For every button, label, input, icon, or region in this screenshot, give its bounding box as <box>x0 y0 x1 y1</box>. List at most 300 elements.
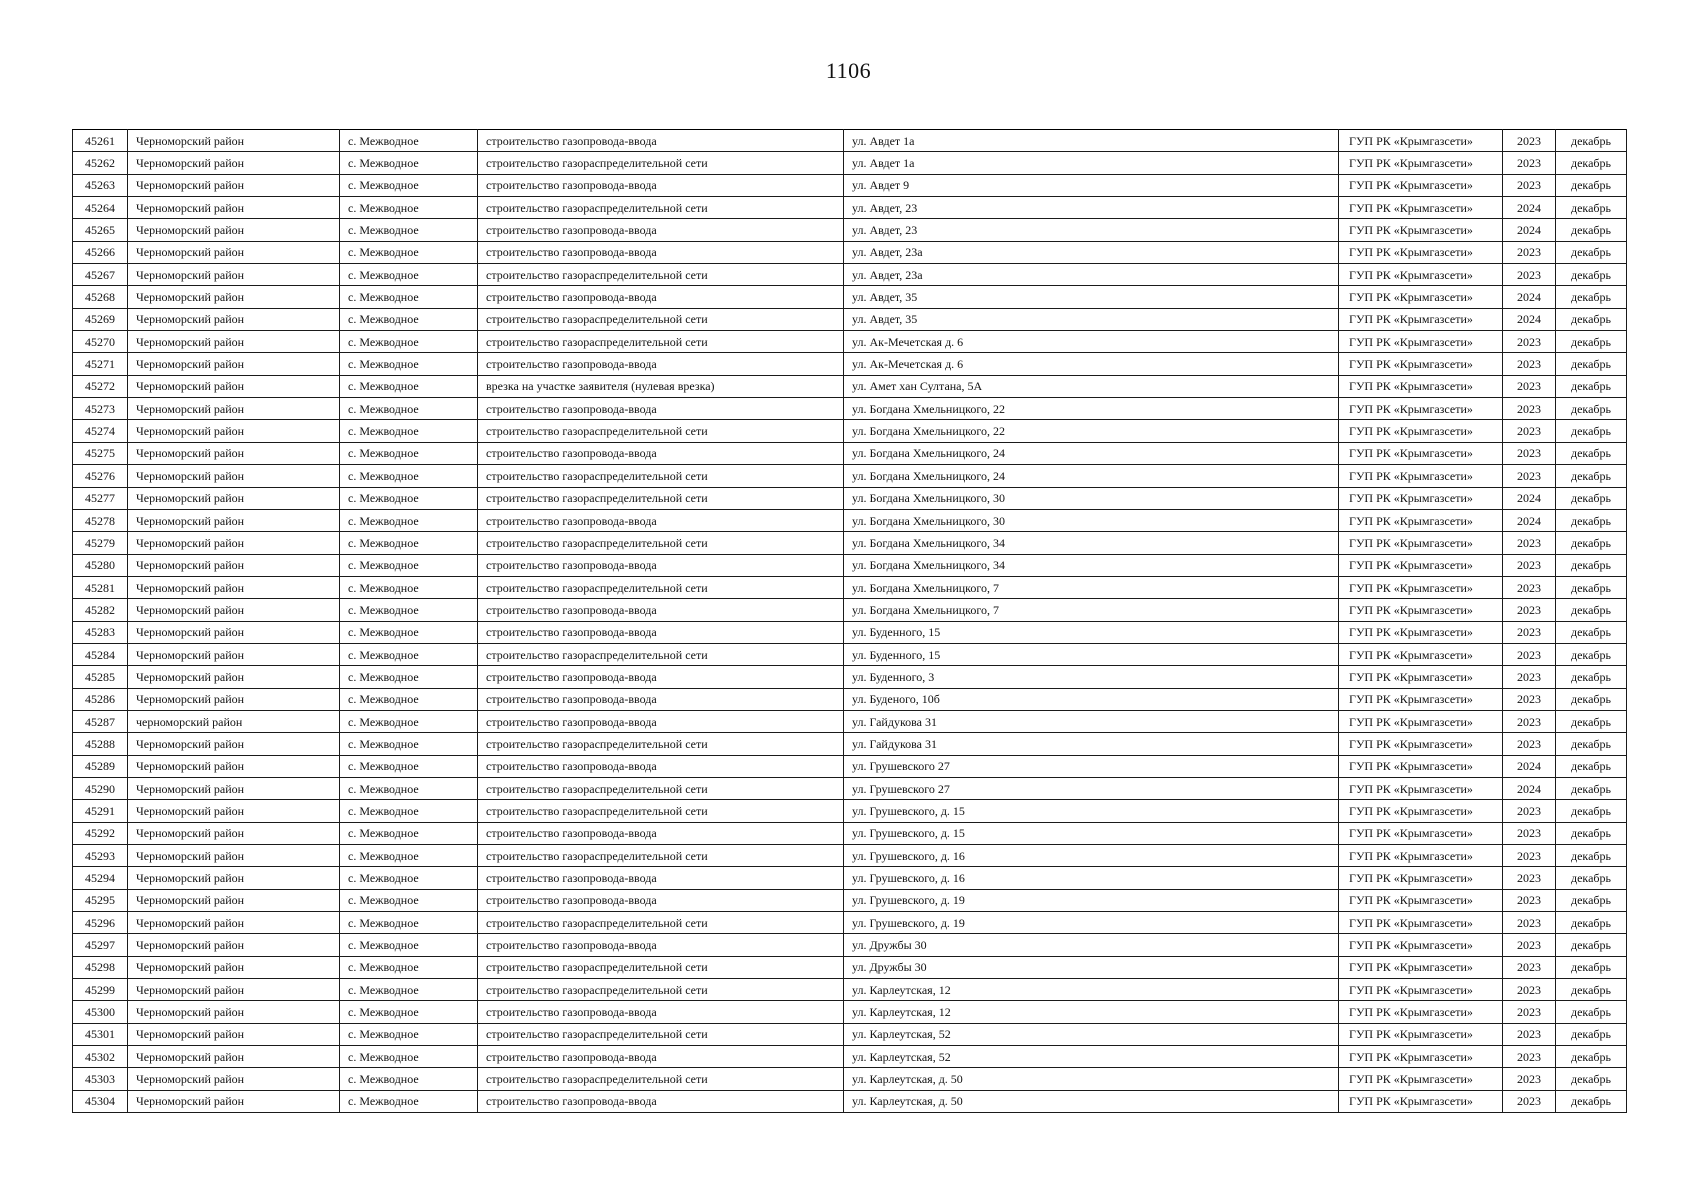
table-row <box>73 420 1627 442</box>
settlement-cell: с. Межводное <box>340 398 478 420</box>
work-type-cell: строительство газораспределительной сети <box>478 576 844 598</box>
table-row <box>73 286 1627 308</box>
address-cell: ул. Буденного, 15 <box>844 643 1339 665</box>
table-row <box>73 576 1627 598</box>
year-cell: 2023 <box>1503 465 1556 487</box>
month-cell: декабрь <box>1556 130 1627 152</box>
address-cell: ул. Ак-Мечетская д. 6 <box>844 331 1339 353</box>
work-type-cell: строительство газопровода-ввода <box>478 688 844 710</box>
row-id-cell: 45272 <box>73 375 128 397</box>
table-body <box>73 130 1627 1113</box>
organization-cell: ГУП РК «Крымгазсети» <box>1339 1090 1503 1112</box>
address-cell: ул. Богдана Хмельницкого, 30 <box>844 487 1339 509</box>
district-cell: Черноморский район <box>128 420 340 442</box>
address-cell: ул. Богдана Хмельницкого, 24 <box>844 442 1339 464</box>
district-cell: Черноморский район <box>128 979 340 1001</box>
organization-cell: ГУП РК «Крымгазсети» <box>1339 286 1503 308</box>
organization-cell: ГУП РК «Крымгазсети» <box>1339 532 1503 554</box>
work-type-cell: строительство газораспределительной сети <box>478 487 844 509</box>
organization-cell: ГУП РК «Крымгазсети» <box>1339 867 1503 889</box>
row-id-cell: 45282 <box>73 599 128 621</box>
district-cell: Черноморский район <box>128 621 340 643</box>
month-cell: декабрь <box>1556 442 1627 464</box>
settlement-cell: с. Межводное <box>340 286 478 308</box>
row-id-cell: 45295 <box>73 889 128 911</box>
work-type-cell: строительство газопровода-ввода <box>478 554 844 576</box>
table-row <box>73 130 1627 152</box>
organization-cell: ГУП РК «Крымгазсети» <box>1339 889 1503 911</box>
year-cell: 2023 <box>1503 912 1556 934</box>
organization-cell: ГУП РК «Крымгазсети» <box>1339 688 1503 710</box>
settlement-cell: с. Межводное <box>340 1090 478 1112</box>
month-cell: декабрь <box>1556 152 1627 174</box>
table-row <box>73 1046 1627 1068</box>
year-cell: 2023 <box>1503 576 1556 598</box>
row-id-cell: 45288 <box>73 733 128 755</box>
table-row <box>73 979 1627 1001</box>
organization-cell: ГУП РК «Крымгазсети» <box>1339 487 1503 509</box>
work-type-cell: строительство газораспределительной сети <box>478 912 844 934</box>
month-cell: декабрь <box>1556 286 1627 308</box>
work-type-cell: строительство газопровода-ввода <box>478 755 844 777</box>
district-cell: Черноморский район <box>128 264 340 286</box>
month-cell: декабрь <box>1556 912 1627 934</box>
year-cell: 2023 <box>1503 1046 1556 1068</box>
work-type-cell: строительство газопровода-ввода <box>478 442 844 464</box>
row-id-cell: 45302 <box>73 1046 128 1068</box>
table-row <box>73 710 1627 732</box>
table-row <box>73 219 1627 241</box>
month-cell: декабрь <box>1556 599 1627 621</box>
district-cell: Черноморский район <box>128 308 340 330</box>
district-cell: Черноморский район <box>128 666 340 688</box>
address-cell: ул. Буденного, 3 <box>844 666 1339 688</box>
table-row <box>73 241 1627 263</box>
district-cell: Черноморский район <box>128 375 340 397</box>
table-row <box>73 264 1627 286</box>
year-cell: 2023 <box>1503 822 1556 844</box>
address-cell: ул. Богдана Хмельницкого, 30 <box>844 509 1339 531</box>
row-id-cell: 45278 <box>73 509 128 531</box>
address-cell: ул. Дружбы 30 <box>844 956 1339 978</box>
year-cell: 2023 <box>1503 800 1556 822</box>
settlement-cell: с. Межводное <box>340 979 478 1001</box>
month-cell: декабрь <box>1556 509 1627 531</box>
organization-cell: ГУП РК «Крымгазсети» <box>1339 599 1503 621</box>
work-type-cell: строительство газораспределительной сети <box>478 979 844 1001</box>
table-row <box>73 465 1627 487</box>
work-type-cell: строительство газораспределительной сети <box>478 1068 844 1090</box>
work-type-cell: строительство газораспределительной сети <box>478 331 844 353</box>
district-cell: Черноморский район <box>128 755 340 777</box>
settlement-cell: с. Межводное <box>340 554 478 576</box>
work-type-cell: строительство газопровода-ввода <box>478 934 844 956</box>
year-cell: 2023 <box>1503 934 1556 956</box>
organization-cell: ГУП РК «Крымгазсети» <box>1339 353 1503 375</box>
year-cell: 2023 <box>1503 331 1556 353</box>
district-cell: Черноморский район <box>128 197 340 219</box>
row-id-cell: 45266 <box>73 241 128 263</box>
settlement-cell: с. Межводное <box>340 1001 478 1023</box>
work-type-cell: строительство газопровода-ввода <box>478 286 844 308</box>
district-cell: Черноморский район <box>128 509 340 531</box>
table-row <box>73 934 1627 956</box>
row-id-cell: 45292 <box>73 822 128 844</box>
work-type-cell: строительство газопровода-ввода <box>478 398 844 420</box>
organization-cell: ГУП РК «Крымгазсети» <box>1339 241 1503 263</box>
address-cell: ул. Грушевского, д. 15 <box>844 822 1339 844</box>
month-cell: декабрь <box>1556 532 1627 554</box>
table-row <box>73 845 1627 867</box>
settlement-cell: с. Межводное <box>340 219 478 241</box>
work-type-cell: строительство газораспределительной сети <box>478 264 844 286</box>
settlement-cell: с. Межводное <box>340 331 478 353</box>
address-cell: ул. Карлеутская, 12 <box>844 1001 1339 1023</box>
work-type-cell: строительство газопровода-ввода <box>478 710 844 732</box>
district-cell: Черноморский район <box>128 398 340 420</box>
month-cell: декабрь <box>1556 1068 1627 1090</box>
organization-cell: ГУП РК «Крымгазсети» <box>1339 979 1503 1001</box>
row-id-cell: 45263 <box>73 174 128 196</box>
row-id-cell: 45265 <box>73 219 128 241</box>
year-cell: 2023 <box>1503 867 1556 889</box>
district-cell: Черноморский район <box>128 912 340 934</box>
row-id-cell: 45294 <box>73 867 128 889</box>
year-cell: 2024 <box>1503 777 1556 799</box>
year-cell: 2023 <box>1503 688 1556 710</box>
settlement-cell: с. Межводное <box>340 1046 478 1068</box>
district-cell: Черноморский район <box>128 241 340 263</box>
work-type-cell: строительство газораспределительной сети <box>478 1023 844 1045</box>
table-row <box>73 353 1627 375</box>
work-type-cell: строительство газораспределительной сети <box>478 845 844 867</box>
table-row <box>73 1068 1627 1090</box>
row-id-cell: 45283 <box>73 621 128 643</box>
row-id-cell: 45271 <box>73 353 128 375</box>
settlement-cell: с. Межводное <box>340 777 478 799</box>
settlement-cell: с. Межводное <box>340 308 478 330</box>
district-cell: Черноморский район <box>128 800 340 822</box>
district-cell: Черноморский район <box>128 643 340 665</box>
year-cell: 2023 <box>1503 979 1556 1001</box>
month-cell: декабрь <box>1556 733 1627 755</box>
district-cell: Черноморский район <box>128 1068 340 1090</box>
settlement-cell: с. Межводное <box>340 867 478 889</box>
year-cell: 2023 <box>1503 152 1556 174</box>
district-cell: Черноморский район <box>128 889 340 911</box>
district-cell: Черноморский район <box>128 956 340 978</box>
month-cell: декабрь <box>1556 1001 1627 1023</box>
district-cell: Черноморский район <box>128 465 340 487</box>
work-type-cell: строительство газопровода-ввода <box>478 867 844 889</box>
organization-cell: ГУП РК «Крымгазсети» <box>1339 666 1503 688</box>
month-cell: декабрь <box>1556 666 1627 688</box>
organization-cell: ГУП РК «Крымгазсети» <box>1339 152 1503 174</box>
row-id-cell: 45261 <box>73 130 128 152</box>
address-cell: ул. Грушевского 27 <box>844 777 1339 799</box>
work-type-cell: строительство газопровода-ввода <box>478 1090 844 1112</box>
month-cell: декабрь <box>1556 688 1627 710</box>
address-cell: ул. Богдана Хмельницкого, 7 <box>844 599 1339 621</box>
address-cell: ул. Дружбы 30 <box>844 934 1339 956</box>
work-type-cell: строительство газораспределительной сети <box>478 152 844 174</box>
year-cell: 2023 <box>1503 264 1556 286</box>
work-type-cell: строительство газопровода-ввода <box>478 889 844 911</box>
month-cell: декабрь <box>1556 398 1627 420</box>
settlement-cell: с. Межводное <box>340 800 478 822</box>
organization-cell: ГУП РК «Крымгазсети» <box>1339 733 1503 755</box>
table-row <box>73 1023 1627 1045</box>
organization-cell: ГУП РК «Крымгазсети» <box>1339 1001 1503 1023</box>
address-cell: ул. Карлеутская, 52 <box>844 1023 1339 1045</box>
table-row <box>73 733 1627 755</box>
work-type-cell: строительство газопровода-ввода <box>478 353 844 375</box>
address-cell: ул. Грушевского, д. 15 <box>844 800 1339 822</box>
organization-cell: ГУП РК «Крымгазсети» <box>1339 956 1503 978</box>
year-cell: 2023 <box>1503 666 1556 688</box>
address-cell: ул. Карлеутская, 12 <box>844 979 1339 1001</box>
table-row <box>73 956 1627 978</box>
month-cell: декабрь <box>1556 174 1627 196</box>
work-type-cell: строительство газопровода-ввода <box>478 621 844 643</box>
settlement-cell: с. Межводное <box>340 197 478 219</box>
organization-cell: ГУП РК «Крымгазсети» <box>1339 800 1503 822</box>
address-cell: ул. Ак-Мечетская д. 6 <box>844 353 1339 375</box>
district-cell: Черноморский район <box>128 845 340 867</box>
month-cell: декабрь <box>1556 241 1627 263</box>
year-cell: 2023 <box>1503 621 1556 643</box>
work-type-cell: строительство газопровода-ввода <box>478 822 844 844</box>
row-id-cell: 45277 <box>73 487 128 509</box>
settlement-cell: с. Межводное <box>340 621 478 643</box>
table-row <box>73 867 1627 889</box>
district-cell: черноморский район <box>128 710 340 732</box>
district-cell: Черноморский район <box>128 1023 340 1045</box>
month-cell: декабрь <box>1556 800 1627 822</box>
row-id-cell: 45262 <box>73 152 128 174</box>
work-type-cell: строительство газораспределительной сети <box>478 733 844 755</box>
settlement-cell: с. Межводное <box>340 688 478 710</box>
row-id-cell: 45285 <box>73 666 128 688</box>
year-cell: 2023 <box>1503 1068 1556 1090</box>
year-cell: 2023 <box>1503 845 1556 867</box>
organization-cell: ГУП РК «Крымгазсети» <box>1339 912 1503 934</box>
row-id-cell: 45297 <box>73 934 128 956</box>
gas-connection-table <box>72 129 1627 1113</box>
settlement-cell: с. Межводное <box>340 912 478 934</box>
district-cell: Черноморский район <box>128 130 340 152</box>
table-row <box>73 889 1627 911</box>
district-cell: Черноморский район <box>128 219 340 241</box>
table-row <box>73 509 1627 531</box>
table-row <box>73 822 1627 844</box>
year-cell: 2023 <box>1503 442 1556 464</box>
address-cell: ул. Авдет, 35 <box>844 286 1339 308</box>
row-id-cell: 45268 <box>73 286 128 308</box>
year-cell: 2023 <box>1503 1023 1556 1045</box>
work-type-cell: врезка на участке заявителя (нулевая врезка) <box>478 375 844 397</box>
work-type-cell: строительство газопровода-ввода <box>478 241 844 263</box>
settlement-cell: с. Межводное <box>340 375 478 397</box>
year-cell: 2023 <box>1503 889 1556 911</box>
row-id-cell: 45280 <box>73 554 128 576</box>
work-type-cell: строительство газораспределительной сети <box>478 800 844 822</box>
month-cell: декабрь <box>1556 1046 1627 1068</box>
settlement-cell: с. Межводное <box>340 643 478 665</box>
district-cell: Черноморский район <box>128 688 340 710</box>
month-cell: декабрь <box>1556 755 1627 777</box>
settlement-cell: с. Межводное <box>340 733 478 755</box>
settlement-cell: с. Межводное <box>340 241 478 263</box>
month-cell: декабрь <box>1556 219 1627 241</box>
year-cell: 2023 <box>1503 1001 1556 1023</box>
table-row <box>73 532 1627 554</box>
table-row <box>73 1090 1627 1112</box>
year-cell: 2023 <box>1503 956 1556 978</box>
year-cell: 2023 <box>1503 1090 1556 1112</box>
row-id-cell: 45279 <box>73 532 128 554</box>
table-row <box>73 308 1627 330</box>
organization-cell: ГУП РК «Крымгазсети» <box>1339 710 1503 732</box>
work-type-cell: строительство газопровода-ввода <box>478 666 844 688</box>
year-cell: 2023 <box>1503 733 1556 755</box>
organization-cell: ГУП РК «Крымгазсети» <box>1339 465 1503 487</box>
district-cell: Черноморский район <box>128 1090 340 1112</box>
address-cell: ул. Авдет, 23 <box>844 219 1339 241</box>
settlement-cell: с. Межводное <box>340 755 478 777</box>
year-cell: 2024 <box>1503 509 1556 531</box>
table-row <box>73 331 1627 353</box>
year-cell: 2024 <box>1503 219 1556 241</box>
organization-cell: ГУП РК «Крымгазсети» <box>1339 777 1503 799</box>
work-type-cell: строительство газопровода-ввода <box>478 509 844 531</box>
month-cell: декабрь <box>1556 576 1627 598</box>
organization-cell: ГУП РК «Крымгазсети» <box>1339 308 1503 330</box>
settlement-cell: с. Межводное <box>340 487 478 509</box>
year-cell: 2023 <box>1503 241 1556 263</box>
row-id-cell: 45264 <box>73 197 128 219</box>
settlement-cell: с. Межводное <box>340 1023 478 1045</box>
organization-cell: ГУП РК «Крымгазсети» <box>1339 130 1503 152</box>
work-type-cell: строительство газораспределительной сети <box>478 956 844 978</box>
row-id-cell: 45296 <box>73 912 128 934</box>
month-cell: декабрь <box>1556 554 1627 576</box>
district-cell: Черноморский район <box>128 174 340 196</box>
year-cell: 2023 <box>1503 375 1556 397</box>
district-cell: Черноморский район <box>128 822 340 844</box>
settlement-cell: с. Межводное <box>340 599 478 621</box>
settlement-cell: с. Межводное <box>340 666 478 688</box>
work-type-cell: строительство газораспределительной сети <box>478 532 844 554</box>
settlement-cell: с. Межводное <box>340 174 478 196</box>
address-cell: ул. Карлеутская, д. 50 <box>844 1090 1339 1112</box>
organization-cell: ГУП РК «Крымгазсети» <box>1339 174 1503 196</box>
organization-cell: ГУП РК «Крымгазсети» <box>1339 621 1503 643</box>
address-cell: ул. Грушевского, д. 19 <box>844 912 1339 934</box>
table-row <box>73 554 1627 576</box>
address-cell: ул. Буденного, 15 <box>844 621 1339 643</box>
table-row <box>73 800 1627 822</box>
district-cell: Черноморский район <box>128 532 340 554</box>
address-cell: ул. Грушевского, д. 19 <box>844 889 1339 911</box>
address-cell: ул. Грушевского, д. 16 <box>844 867 1339 889</box>
row-id-cell: 45281 <box>73 576 128 598</box>
organization-cell: ГУП РК «Крымгазсети» <box>1339 420 1503 442</box>
table-row <box>73 599 1627 621</box>
district-cell: Черноморский район <box>128 777 340 799</box>
month-cell: декабрь <box>1556 822 1627 844</box>
address-cell: ул. Богдана Хмельницкого, 24 <box>844 465 1339 487</box>
table-row <box>73 621 1627 643</box>
year-cell: 2023 <box>1503 398 1556 420</box>
district-cell: Черноморский район <box>128 1001 340 1023</box>
month-cell: декабрь <box>1556 956 1627 978</box>
year-cell: 2023 <box>1503 130 1556 152</box>
address-cell: ул. Грушевского, д. 16 <box>844 845 1339 867</box>
address-cell: ул. Гайдукова 31 <box>844 733 1339 755</box>
district-cell: Черноморский район <box>128 286 340 308</box>
settlement-cell: с. Межводное <box>340 1068 478 1090</box>
table-row <box>73 666 1627 688</box>
row-id-cell: 45299 <box>73 979 128 1001</box>
row-id-cell: 45287 <box>73 710 128 732</box>
organization-cell: ГУП РК «Крымгазсети» <box>1339 197 1503 219</box>
row-id-cell: 45269 <box>73 308 128 330</box>
district-cell: Черноморский район <box>128 152 340 174</box>
work-type-cell: строительство газопровода-ввода <box>478 174 844 196</box>
month-cell: декабрь <box>1556 465 1627 487</box>
district-cell: Черноморский район <box>128 331 340 353</box>
work-type-cell: строительство газопровода-ввода <box>478 599 844 621</box>
month-cell: декабрь <box>1556 979 1627 1001</box>
address-cell: ул. Богдана Хмельницкого, 34 <box>844 532 1339 554</box>
page-number: 1106 <box>825 58 872 83</box>
district-cell: Черноморский район <box>128 934 340 956</box>
table-row <box>73 375 1627 397</box>
month-cell: декабрь <box>1556 621 1627 643</box>
table-row <box>73 442 1627 464</box>
organization-cell: ГУП РК «Крымгазсети» <box>1339 442 1503 464</box>
month-cell: декабрь <box>1556 375 1627 397</box>
year-cell: 2023 <box>1503 420 1556 442</box>
work-type-cell: строительство газопровода-ввода <box>478 1046 844 1068</box>
month-cell: декабрь <box>1556 1023 1627 1045</box>
settlement-cell: с. Межводное <box>340 934 478 956</box>
year-cell: 2024 <box>1503 197 1556 219</box>
settlement-cell: с. Межводное <box>340 532 478 554</box>
table-row <box>73 1001 1627 1023</box>
organization-cell: ГУП РК «Крымгазсети» <box>1339 845 1503 867</box>
address-cell: ул. Авдет 9 <box>844 174 1339 196</box>
organization-cell: ГУП РК «Крымгазсети» <box>1339 509 1503 531</box>
table-row <box>73 912 1627 934</box>
district-cell: Черноморский район <box>128 442 340 464</box>
year-cell: 2023 <box>1503 532 1556 554</box>
address-cell: ул. Авдет 1а <box>844 152 1339 174</box>
district-cell: Черноморский район <box>128 576 340 598</box>
row-id-cell: 45267 <box>73 264 128 286</box>
district-cell: Черноморский район <box>128 733 340 755</box>
settlement-cell: с. Межводное <box>340 130 478 152</box>
table-row <box>73 688 1627 710</box>
month-cell: декабрь <box>1556 353 1627 375</box>
table-row <box>73 487 1627 509</box>
table-row <box>73 643 1627 665</box>
settlement-cell: с. Межводное <box>340 576 478 598</box>
address-cell: ул. Карлеутская, д. 50 <box>844 1068 1339 1090</box>
month-cell: декабрь <box>1556 308 1627 330</box>
address-cell: ул. Гайдукова 31 <box>844 710 1339 732</box>
